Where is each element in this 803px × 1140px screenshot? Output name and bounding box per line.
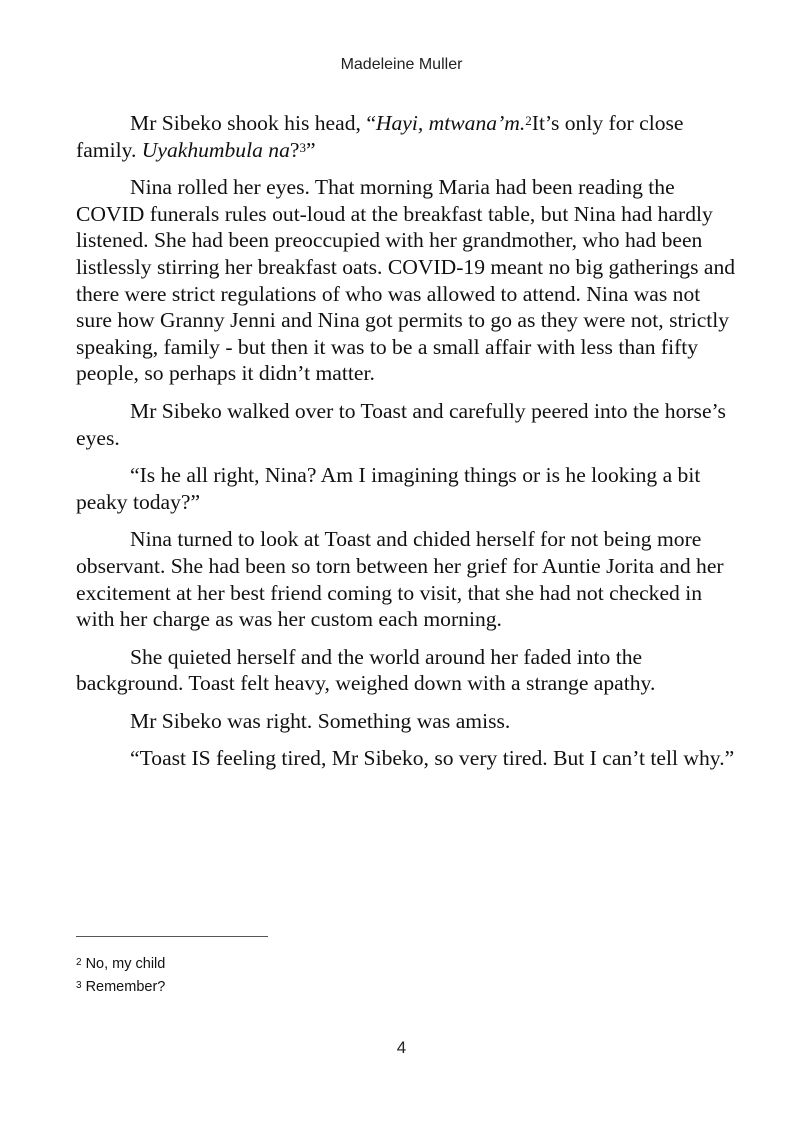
footnote-3 [76,975,736,998]
isizulu-phrase-1: Hayi, mtwana’m. [375,111,526,135]
footnote-ref-2: 2 [525,113,532,128]
isizulu-phrase-2: Uyakhumbula na [141,137,290,162]
footnote-ref-3: 3 [299,139,306,155]
paragraph-4: “Is he all right, Nina? Am I imagining things or is he looking a bit peaky today?” [76,463,701,514]
paragraph-5: Nina turned to look at Toast and chided herself for not being more observant. She had been so torn between her grief for Auntie Jorita and her excitement at her best friend coming to visit, that she had not checked in with her charge as was her custom each morning. [76,527,724,632]
paragraph-7: Mr Sibeko was right. Something was amiss. [130,708,511,733]
paragraph-8: “Toast IS feeling tired, Mr Sibeko, so very tired. But I can’t tell why.” [130,746,735,771]
running-head: Madeleine Muller [340,56,463,73]
body-text [76,110,736,783]
paragraph-1 [76,110,736,163]
footnotes [76,952,736,998]
paragraph-1-part-a: Mr Sibeko shook his head, “ [130,111,376,135]
paragraph-1-part-d: ” [306,137,316,162]
footnote-2-mark: 2 [76,957,82,968]
footnote-2 [76,952,736,975]
paragraph-3: Mr Sibeko walked over to Toast and carefully peered into the horse’s eyes. [76,398,726,450]
paragraph-1-part-b: It’s only for close family. [76,111,684,162]
page-number: 4 [396,1038,407,1057]
paragraph-6: She quieted herself and the world around her faded into the background. Toast felt heavy, weighed down with a strange apathy. [76,644,656,696]
footnote-divider [76,936,268,937]
footnote-3-mark: 3 [76,980,82,991]
paragraph-2: Nina rolled her eyes. That morning Maria had been reading the COVID funerals rules out-loud at the breakfast table, but Nina had hardly listened. She had been preoccupied with her grandmother, who had been listlessly stirring her breakfast oats. COVID-19 meant no big gatherings and there were strict regulations of who was allowed to attend. Nina was not sure how Granny Jenni and Nina got permits to go as they were not, strictly speaking, family - but then it was to be a small affair with less than fifty people, so perhaps it didn’t matter. [76,175,736,386]
footnote-3-text: Remember? [85,979,166,995]
paragraph-1-part-c: ? [289,137,300,162]
footnote-2-text: No, my child [85,956,166,972]
